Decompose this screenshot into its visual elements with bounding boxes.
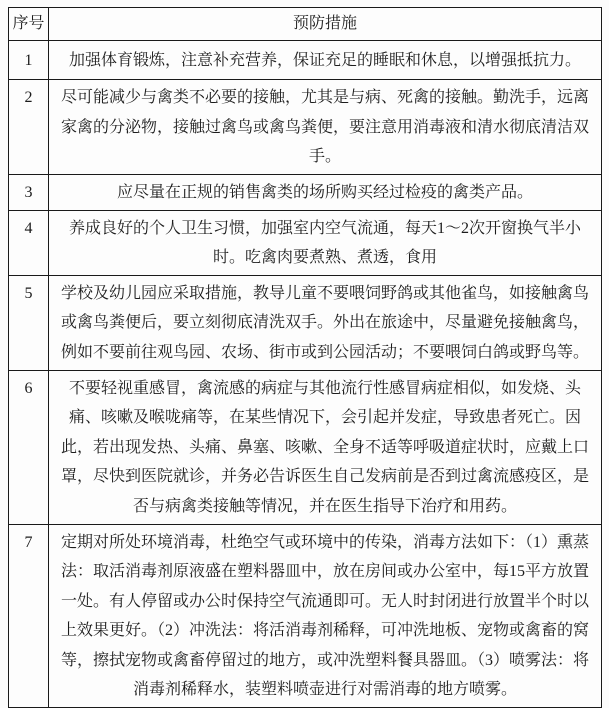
row-number-cell: 1	[9, 40, 49, 80]
measure-text-cell: 学校及幼儿园应采取措施，教导儿童不要喂饲野鸽或其他雀鸟，如接触禽鸟或禽鸟粪便后，要立刻彻底清洗双手。外出在旅途中，尽量避免接触禽鸟，例如不要前往观鸟园、农场、街市或到公园活动；不要喂饲白鸽或野鸟等。	[49, 275, 602, 370]
measure-text-cell: 应尽量在正规的销售禽类的场所购买经过检疫的禽类产品。	[49, 174, 602, 210]
measure-text-cell: 加强体育锻炼，注意补充营养，保证充足的睡眠和休息，以增强抵抗力。	[49, 40, 602, 80]
measure-text-cell: 不要轻视重感冒，禽流感的病症与其他流行性感冒病症相似，如发烧、头痛、咳嗽及喉咙痛等，在某些情况下，会引起并发症，导致患者死亡。因此，若出现发热、头痛、鼻塞、咳嗽、全身不适等呼吸道症状时，应戴上口罩，尽快到医院就诊，并务必告诉医生自己发病前是否到过禽流感疫区，是否与病禽类接触等情况，并在医生指导下治疗和用药。	[49, 370, 602, 524]
table-row	[9, 40, 602, 80]
row-number-cell: 6	[9, 370, 49, 524]
row-number-cell: 5	[9, 275, 49, 370]
table-row	[9, 524, 602, 708]
table-row	[9, 275, 602, 370]
row-number-cell: 4	[9, 210, 49, 275]
row-number-cell: 2	[9, 80, 49, 175]
column-header-prevention-measures: 预防措施	[49, 8, 602, 41]
table-row	[9, 174, 602, 210]
table-header-row	[9, 8, 602, 41]
prevention-measures-table	[8, 7, 602, 708]
row-number-cell: 3	[9, 174, 49, 210]
table-row	[9, 210, 602, 275]
measure-text-cell: 定期对所处环境消毒，杜绝空气或环境中的传染，消毒方法如下：（1）熏蒸法：取活消毒剂原液盛在塑料器皿中，放在房间或办公室中，每15平方放置一处。有人停留或办公时保持空气流通即可。无人时封闭进行放置半个时以上效果更好。（2）冲洗法：将活消毒剂稀释，可冲洗地板、宠物或禽畜的窝等，擦拭宠物或禽畜停留过的地方，或冲洗塑料餐具器皿。（3）喷雾法：将消毒剂稀释水，装塑料喷壶进行对需消毒的地方喷雾。	[49, 524, 602, 708]
column-header-serial-number: 序号	[9, 8, 49, 41]
table-row	[9, 80, 602, 175]
table-row	[9, 370, 602, 524]
row-number-cell: 7	[9, 524, 49, 708]
measure-text-cell: 尽可能减少与禽类不必要的接触，尤其是与病、死禽的接触。勤洗手，远离家禽的分泌物，接触过禽鸟或禽鸟粪便，要注意用消毒液和清水彻底清洁双手。	[49, 80, 602, 175]
measure-text-cell: 养成良好的个人卫生习惯，加强室内空气流通，每天1～2次开窗换气半小时。吃禽肉要煮熟、煮透，食用	[49, 210, 602, 275]
